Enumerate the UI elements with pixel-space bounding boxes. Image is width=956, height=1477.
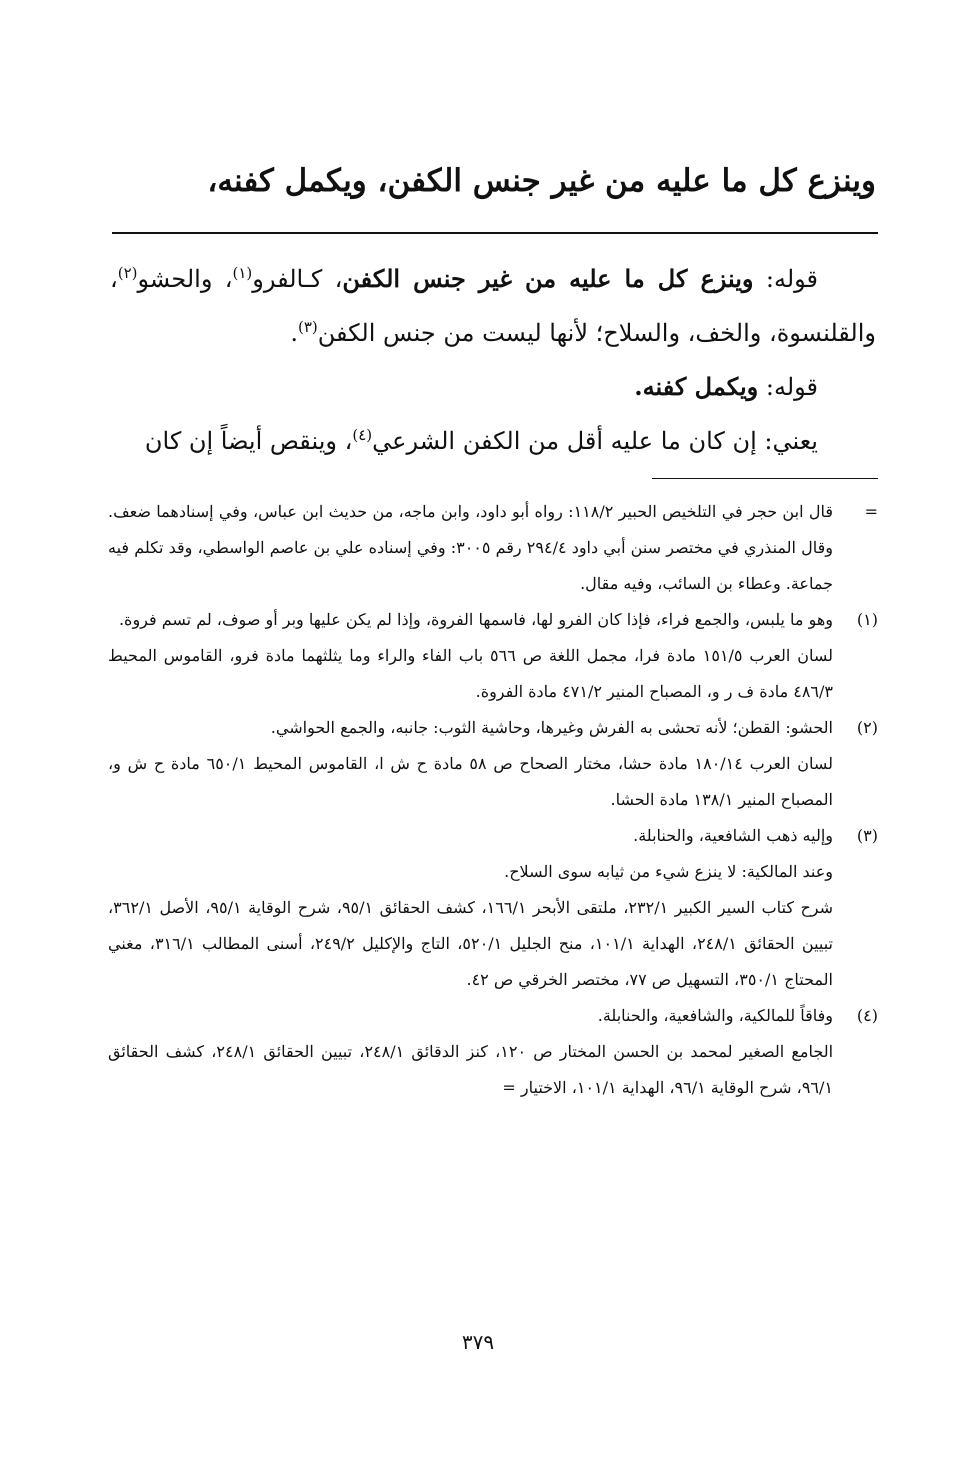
lead-word: قوله: [753,265,819,293]
footnote-ref-1: (١) [232,264,253,282]
footnote-ref-2: (٢) [117,264,138,282]
continuation-mark: = [864,502,878,521]
text-run: يعني: إن كان ما عليه أقل من الكفن الشرعي [372,427,818,455]
main-paragraph-1 [110,252,876,360]
footnote-sources: لسان العرب ١٥١/٥ مادة فرا، مجمل اللغة ص ٥٦٦ باب الفاء والراء وما يثلثهما مادة فرو، القاموس المحيط ٤٨٦/٣ مادة ف ر و، المصباح المنير ٤٧١/٢ مادة الفروة. [108,646,834,701]
text-run: ، والقلنسوة، والخف، والسلاح؛ لأنها ليست من جنس الكفن [110,265,876,347]
footnote-ref-3: (٣) [297,318,318,336]
footnote-number: (٤) [856,1006,878,1025]
footnote-text: وفاقاً للمالكية، والشافعية، والحنابلة. [597,1006,833,1025]
quoted-matn: وينزع كل ما عليه من غير جنس الكفن [342,264,754,293]
main-text [110,252,876,468]
footnote-2 [108,710,878,818]
footnote-text: قال ابن حجر في التلخيص الحبير ١١٨/٢: رواه أبو داود، وابن ماجه، من حديث ابن عباس، وفي إسنادهما ضعف. وقال المنذري في مختصر سنن أبي داود ٢٩٤/٤ رقم ٣٠٠٥: وفي إسناده علي بن عاصم الواسطي، وقد تكلم فيه جماعة. وعطاء بن السائب، وفيه مقال. [108,502,834,593]
footnote-ref-4: (٤) [352,426,373,444]
footnote-text: وإليه ذهب الشافعية، والحنابلة. [633,826,833,845]
footnote-divider [652,478,878,479]
section-title: وينزع كل ما عليه من غير جنس الكفن، ويكمل كفنه، [207,163,876,199]
text-run: ، وينقص أيضاً إن كان [144,427,353,455]
footnote-sources: لسان العرب ١٨٠/١٤ مادة حشا، مختار الصحاح ص ٥٨ مادة ح ش ا، القاموس المحيط ٦٥٠/١ مادة ح ش و، المصباح المنير ١٣٨/١ مادة الحشا. [108,754,834,809]
text-run: ، كـالفرو [252,265,343,293]
footnote-sources: شرح كتاب السير الكبير ٢٣٢/١، ملتقى الأبحر ١٦٦/١، كشف الحقائق ٩٥/١، شرح الوقاية ٩٥/١، الأصل ٣٦٢/١، تبيين الحقائق ٢٤٨/١، الهداية ١٠١/١، منح الجليل ٥٢٠/١، التاج والإكليل ٢٤٩/٢، أسنى المطالب ٣١٦/١، مغني المحتاج ٣٥٠/١، التسهيل ص ٧٧، مختصر الخرقي ص ٤٢. [108,898,834,989]
main-paragraph-3 [110,414,876,468]
header-divider [112,232,878,234]
footnote-4 [108,998,878,1106]
footnotes [108,494,878,1106]
main-paragraph-2 [110,360,876,414]
lead-word: قوله: [758,373,818,401]
footnote-text: الحشو: القطن؛ لأنه تحشى به الفرش وغيرها، وحاشية الثوب: جانبه، والجمع الحواشي. [270,718,833,737]
footnote-text: وهو ما يلبس، والجمع فراء، فإذا كان الفرو لها، فاسمها الفروة، وإذا لم يكن عليها وبر أو صوف، لم تسم فروة. [118,610,833,629]
footnote-continued [108,494,878,602]
footnote-sources: الجامع الصغير لمحمد بن الحسن المختار ص ١٢٠، كنز الدقائق ٢٤٨/١، تبيين الحقائق ٢٤٨/١، كشف الحقائق ٩٦/١، شرح الوقاية ٩٦/١، الهداية ١٠١/١، الاختيار = [108,1042,834,1097]
page-number: ٣٧٩ [461,1330,495,1354]
footnote-1 [108,602,878,710]
quoted-matn: ويكمل كفنه. [634,372,759,401]
section-header [110,160,876,203]
footnote-number: (١) [856,610,878,629]
footnote-text: وعند المالكية: لا ينزع شيء من ثيابه سوى السلاح. [504,862,833,881]
text-run: ، والحشو [137,265,233,293]
footnote-number: (٣) [856,826,878,845]
text-run: . [290,319,298,347]
footnote-number: (٢) [856,718,878,737]
footnote-3 [108,818,878,998]
